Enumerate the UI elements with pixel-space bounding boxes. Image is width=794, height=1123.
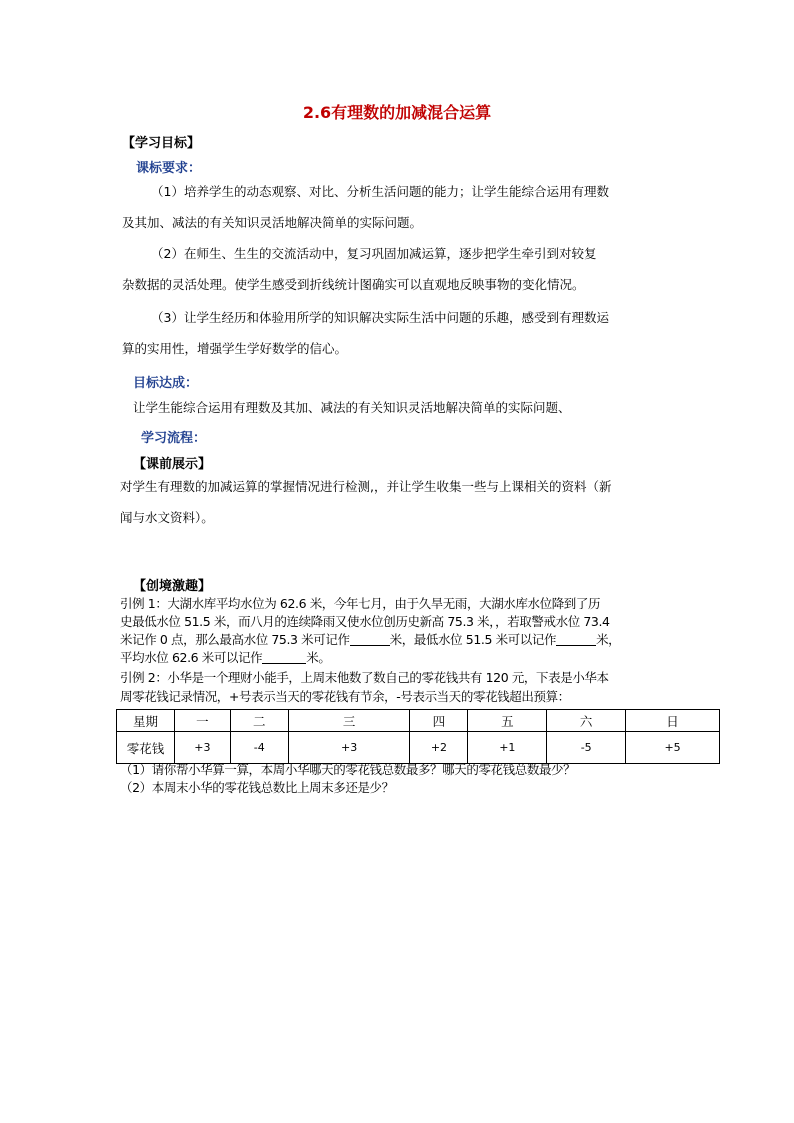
goal-1-line-2: 及其加、减法的有关知识灵活地解决简单的实际问题。 (122, 215, 423, 230)
question-2: （2）本周末小华的零花钱总数比上周末多还是少？ (120, 780, 394, 795)
learning-goals-header: 【学习目标】 (122, 136, 201, 151)
header-cell-wednesday: 三 (288, 710, 410, 732)
goal-1-line-1: （1）培养学生的动态观察、对比、分析生活问题的能力；让学生能综合运用有理数 (151, 184, 609, 199)
example-1-line-4-part-a: 平均水位 62.6 米可以记作 (120, 650, 263, 665)
curriculum-requirements-header: 课标要求： (136, 161, 202, 176)
answer-blank-highest[interactable] (350, 633, 390, 646)
goal-3-line-1: （3）让学生经历和体验用所学的知识解决实际生活中问题的乐趣，感受到有理数运 (151, 310, 609, 325)
pre-class-line-1: 对学生有理数的加减运算的掌握情况进行检测,，并让学生收集一些与上课相关的资料（新 (120, 479, 612, 494)
question-1: （1）请你帮小华算一算，本周小华哪天的零花钱总数最多？哪天的零花钱总数最少？ (120, 762, 576, 777)
pre-class-line-2: 闻与水文资料）。 (120, 510, 214, 525)
table-header-row (117, 710, 720, 732)
goal-3-line-2: 算的实用性，增强学生学好数学的信心。 (122, 341, 348, 356)
example-1-line-4 (120, 650, 330, 666)
value-cell-saturday: -5 (547, 732, 626, 764)
example-1-line-2: 史最低水位 51.5 米，而八月的连续降雨又使水位创历史新高 75.3 米，，若取警戒水位 73.4 (120, 614, 610, 629)
example-1-line-3-part-c: 米， (596, 632, 621, 647)
value-cell-sunday: +5 (626, 732, 720, 764)
value-cell-friday: +1 (468, 732, 547, 764)
pre-class-header: 【课前展示】 (133, 457, 212, 472)
pocket-money-table (116, 709, 720, 764)
goal-achievement-header: 目标达成： (133, 376, 199, 391)
goal-2-line-2: 杂数据的灵活处理。使学生感受到折线统计图确实可以直观地反映事物的变化情况。 (122, 277, 585, 292)
value-cell-monday: +3 (174, 732, 230, 764)
scenario-header: 【创境激趣】 (133, 579, 212, 594)
example-1-line-3 (120, 632, 620, 648)
header-cell-weekday: 星期 (117, 710, 175, 732)
page-title: 2.6有理数的加减混合运算 (302, 103, 492, 122)
header-cell-saturday: 六 (547, 710, 626, 732)
example-1-line-4-part-b: 米。 (306, 650, 331, 665)
example-2-line-2: 周零花钱记录情况，+号表示当天的零花钱有节余，-号表示当天的零花钱超出预算： (120, 689, 570, 704)
header-cell-sunday: 日 (626, 710, 720, 732)
example-1-line-1: 引例 1：大湖水库平均水位为 62.6 米，今年七月，由于久旱无雨，大湖水库水位降到了历 (120, 596, 601, 611)
header-cell-monday: 一 (174, 710, 230, 732)
example-1-line-3-part-a: 米记作 0 点，那么最高水位 75.3 米可记作 (120, 632, 350, 647)
table-row (117, 732, 720, 764)
answer-blank-average[interactable] (262, 651, 306, 664)
header-cell-tuesday: 二 (230, 710, 288, 732)
value-cell-wednesday: +3 (288, 732, 410, 764)
learning-flow-header: 学习流程： (141, 431, 207, 446)
example-1-line-3-part-b: 米，最低水位 51.5 米可以记作 (389, 632, 557, 647)
goal-achievement-text: 让学生能综合运用有理数及其加、减法的有关知识灵活地解决简单的实际问题、 (133, 400, 571, 415)
example-2-line-1: 引例 2：小华是一个理财小能手，上周末他数了数自己的零花钱共有 120 元，下表是小华本 (120, 670, 609, 685)
header-cell-thursday: 四 (410, 710, 468, 732)
header-cell-friday: 五 (468, 710, 547, 732)
goal-2-line-1: （2）在师生、生生的交流活动中，复习巩固加减运算，逐步把学生牵引到对较复 (151, 246, 597, 261)
value-cell-tuesday: -4 (230, 732, 288, 764)
answer-blank-lowest[interactable] (556, 633, 596, 646)
value-cell-thursday: +2 (410, 732, 468, 764)
row-label-pocket-money: 零花钱 (117, 732, 175, 764)
